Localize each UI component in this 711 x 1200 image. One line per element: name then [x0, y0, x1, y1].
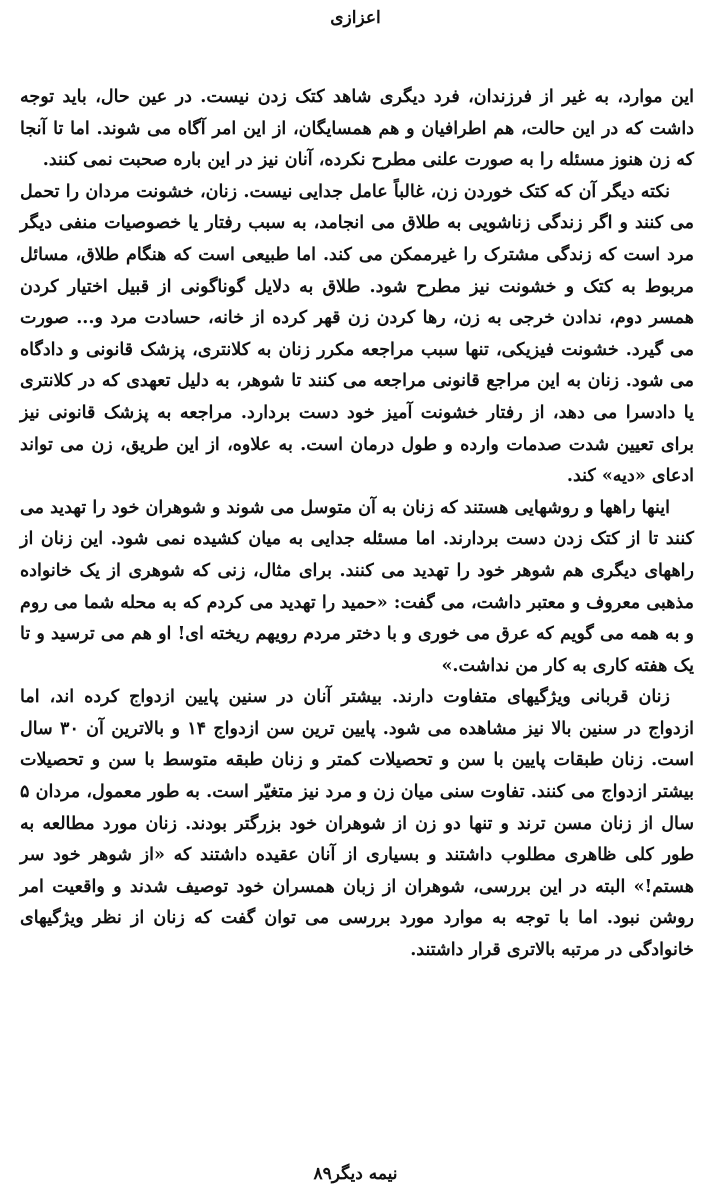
paragraph: نکته دیگر آن که کتک خوردن زن، غالباً عامل جدایی نیست. زنان، خشونت مردان را تحمل می کنند و اگر زندگی زناشویی به طلاق می انجامد، به سبب رفتار یا خصوصیات منفی دیگر مرد است که زندگی مشترک را غیرممکن می کند. اما طبیعی است که هنگام طلاق، مسائل مربوط به کتک و خشونت نیز مطرح شود. طلاق به دلایل گوناگونی از قبیل اختیار کردن همسر دوم، ندادن خرجی به زن، رها کردن زن قهر کرده از خانه، حسادت مرد و... صورت می گیرد. خشونت فیزیکی، تنها سبب مراجعه مکرر زنان به کلانتری، پزشک قانونی و دادگاه می شود. زنان به این مراجع قانونی مراجعه می کنند تا شوهر، به دلیل تعهدی که در کلانتری یا دادسرا می دهد، از رفتار خشونت آمیز خود دست بردارد. مراجعه به پزشک قانونی نیز برای تعیین شدت صدمات وارده و طول درمان است. به علاوه، از این طریق، زن می تواند ادعای «دیه» کند. [20, 181, 694, 487]
paragraph: این موارد، به غیر از فرزندان، فرد دیگری شاهد کتک زدن نیست. در عین حال، باید توجه داشت که در این حالت، هم اطرافیان و هم همسایگان، از این امر آگاه می شوند. اما تا آنجا که زن هنوز مسئله را به صورت علنی مطرح نکرده، آنان نیز در این باره صحبت نمی کنند. [20, 87, 694, 171]
paragraph: زنان قربانی ویژگیهای متفاوت دارند. بیشتر آنان در سنین پایین ازدواج کرده اند، اما ازدواج در سنین بالا نیز مشاهده می شود. پایین ترین سن ازدواج ۱۴ و بالاترین آن ۳۰ سال است. زنان طبقات پایین با سن و تحصیلات کمتر و زنان طبقه متوسط با سن و تحصیلات بیشتر ازدواج می کنند. تفاوت سنی میان زن و مرد نیز متغیّر است. به طور معمول، مردان ۵ سال از زنان مسن ترند و تنها دو زن از شوهران خود بزرگتر بودند. زنان مورد مطالعه به طور کلی ظاهری مطلوب داشتند و بسیاری از آنان عقیده داشتند که «از شوهر خود سر هستم!» البته در این بررسی، شوهران از زبان همسران خود توصیف شدند و واقعیت امر روشن نبود. اما با توجه به موارد مورد بررسی می توان گفت که زنان از نظر ویژگیهای خانوادگی در مرتبه بالاتری قرار داشتند. [20, 687, 694, 961]
paragraph: اینها راهها و روشهایی هستند که زنان به آن متوسل می شوند و شوهران خود را تهدید می کنند تا از کتک زدن دست بردارند. اما مسئله جدایی به میان کشیده نمی شود. این زنان از راههای دیگری هم شوهر خود را تهدید می کنند. برای مثال، زنی که شوهری از یک خانواده مذهبی معروف و معتبر داشت، می گفت: «حمید را تهدید می کردم که به محله شما می روم و به همه می گویم که عرق می خوری و با دختر مردم رویهم ریخته ای! او هم می ترسید و تا یک هفته کاری به کار من نداشت.» [20, 497, 694, 676]
running-header: اعزازی [330, 8, 381, 28]
body-text [20, 82, 694, 967]
page-footer: نیمه دیگر۸۹ [313, 1164, 398, 1184]
